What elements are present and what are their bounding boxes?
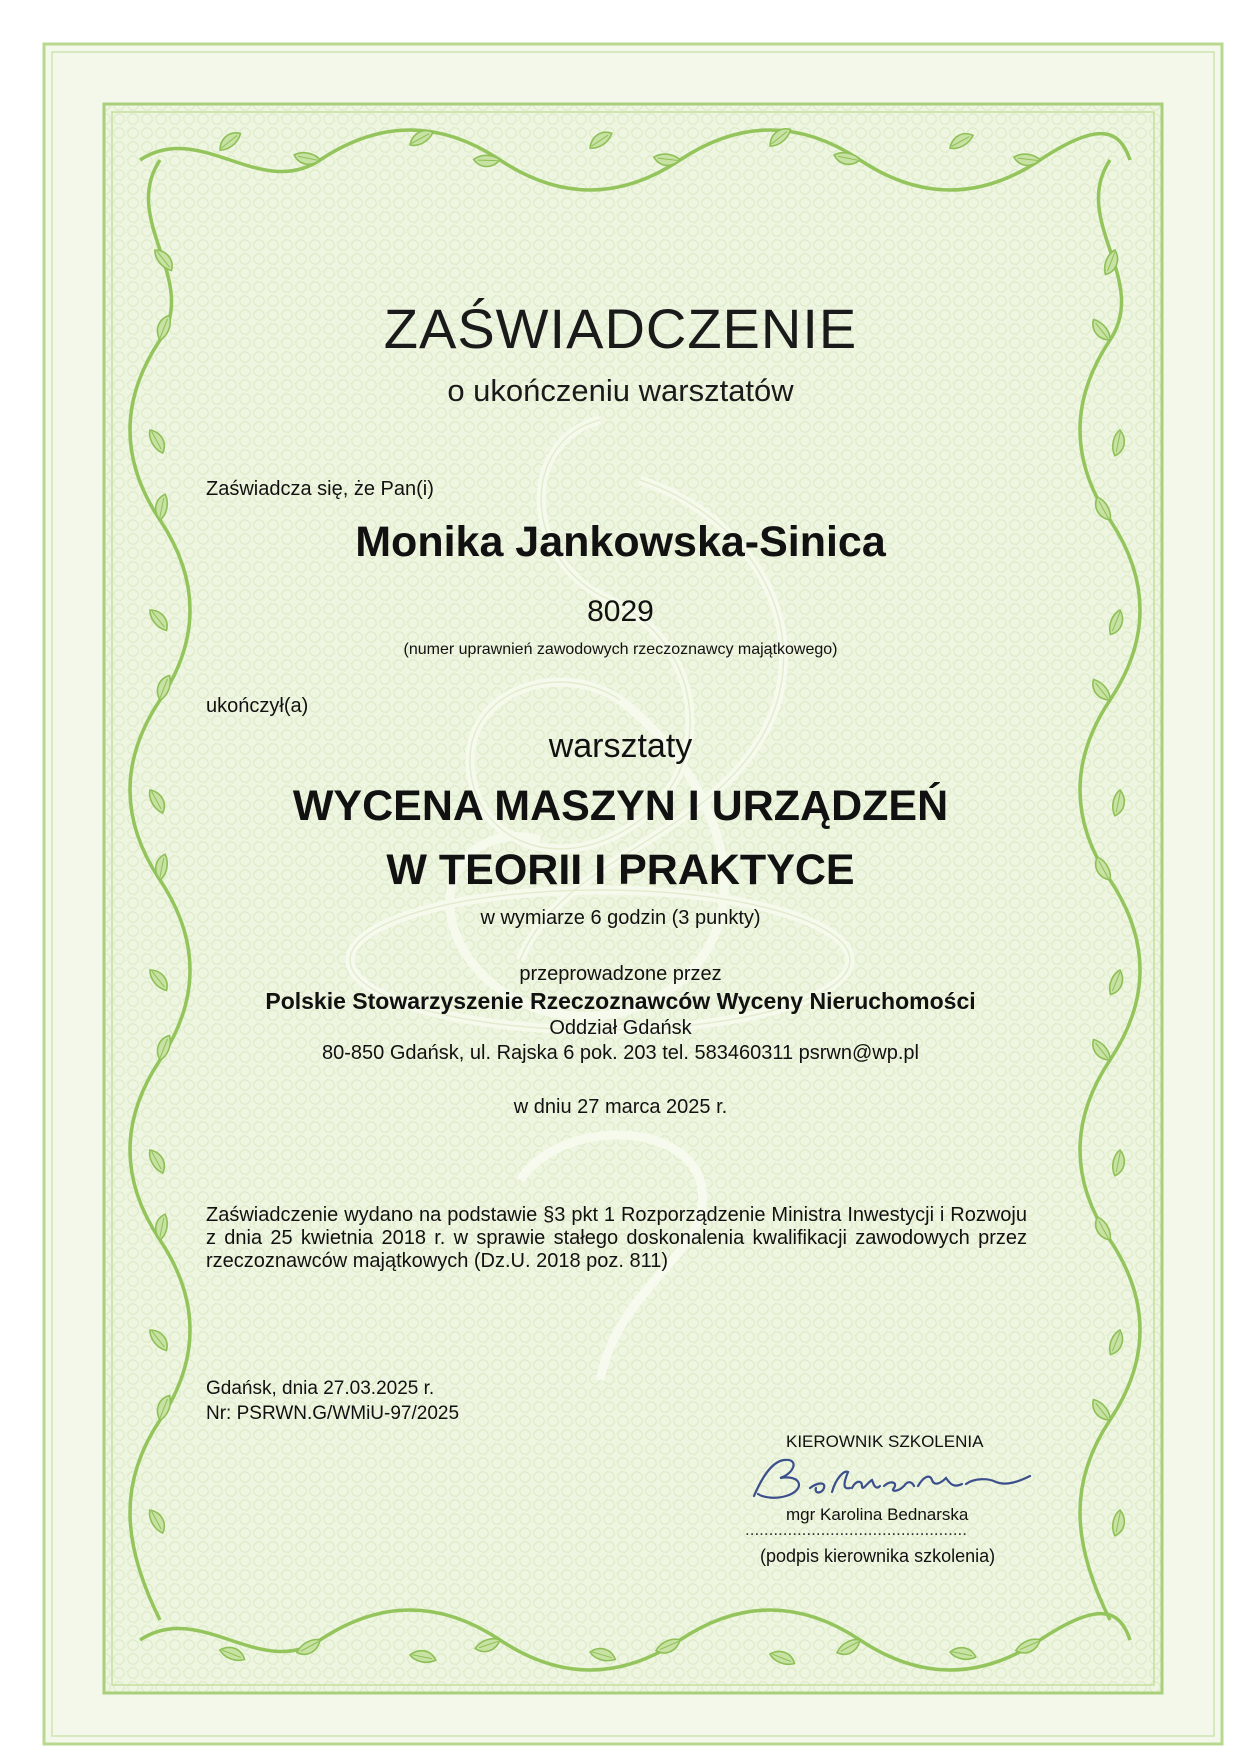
issue-place-date: Gdańsk, dnia 27.03.2025 r. [206, 1378, 435, 1399]
signature-name: mgr Karolina Bednarska [786, 1505, 969, 1524]
lead-text: Zaświadcza się, że Pan(i) [206, 478, 434, 500]
license-note: (numer uprawnień zawodowych rzeczoznawcy majątkowego) [403, 641, 838, 658]
workshop-title-line-2: W TEORII I PRAKTYCE [386, 846, 855, 894]
organization-branch: Oddział Gdańsk [549, 1017, 692, 1039]
completed-text: ukończył(a) [206, 695, 309, 717]
workshop-title-line-1: WYCENA MASZYN I URZĄDZEŃ [292, 782, 949, 830]
workshop-type: warsztaty [548, 727, 693, 765]
signature-dotted-line: ............................................... [745, 1520, 967, 1539]
license-number: 8029 [587, 595, 654, 628]
conducted-by: przeprowadzone przez [519, 963, 722, 985]
handwritten-signature [740, 1452, 1040, 1508]
workshop-scope: w wymiarze 6 godzin (3 punkty) [480, 907, 761, 929]
certificate-title: ZAŚWIADCZENIE [383, 297, 858, 360]
legal-basis: Zaświadczenie wydano na podstawie §3 pkt 1 Rozporządzenie Ministra Inwestycji i Rozwoju z dnia 25 kwietnia 2018 r. w sprawie stałego doskonalenia kwalifikacji zawodowych przez rzeczoznawców majątkowych (Dz.U. 2018 poz. 811) [206, 1204, 1027, 1272]
certificate-subtitle: o ukończeniu warsztatów [447, 373, 794, 408]
event-date: w dniu 27 marca 2025 r. [513, 1096, 728, 1118]
document-number: Nr: PSRWN.G/WMiU-97/2025 [206, 1403, 460, 1424]
organization-name: Polskie Stowarzyszenie Rzeczoznawców Wyceny Nieruchomości [265, 988, 976, 1014]
organization-address: 80-850 Gdańsk, ul. Rajska 6 pok. 203 tel. 583460311 psrwn@wp.pl [322, 1042, 919, 1064]
recipient-name: Monika Jankowska-Sinica [355, 518, 886, 566]
signature-role: KIEROWNIK SZKOLENIA [786, 1432, 984, 1451]
signature-caption: (podpis kierownika szkolenia) [760, 1546, 996, 1566]
